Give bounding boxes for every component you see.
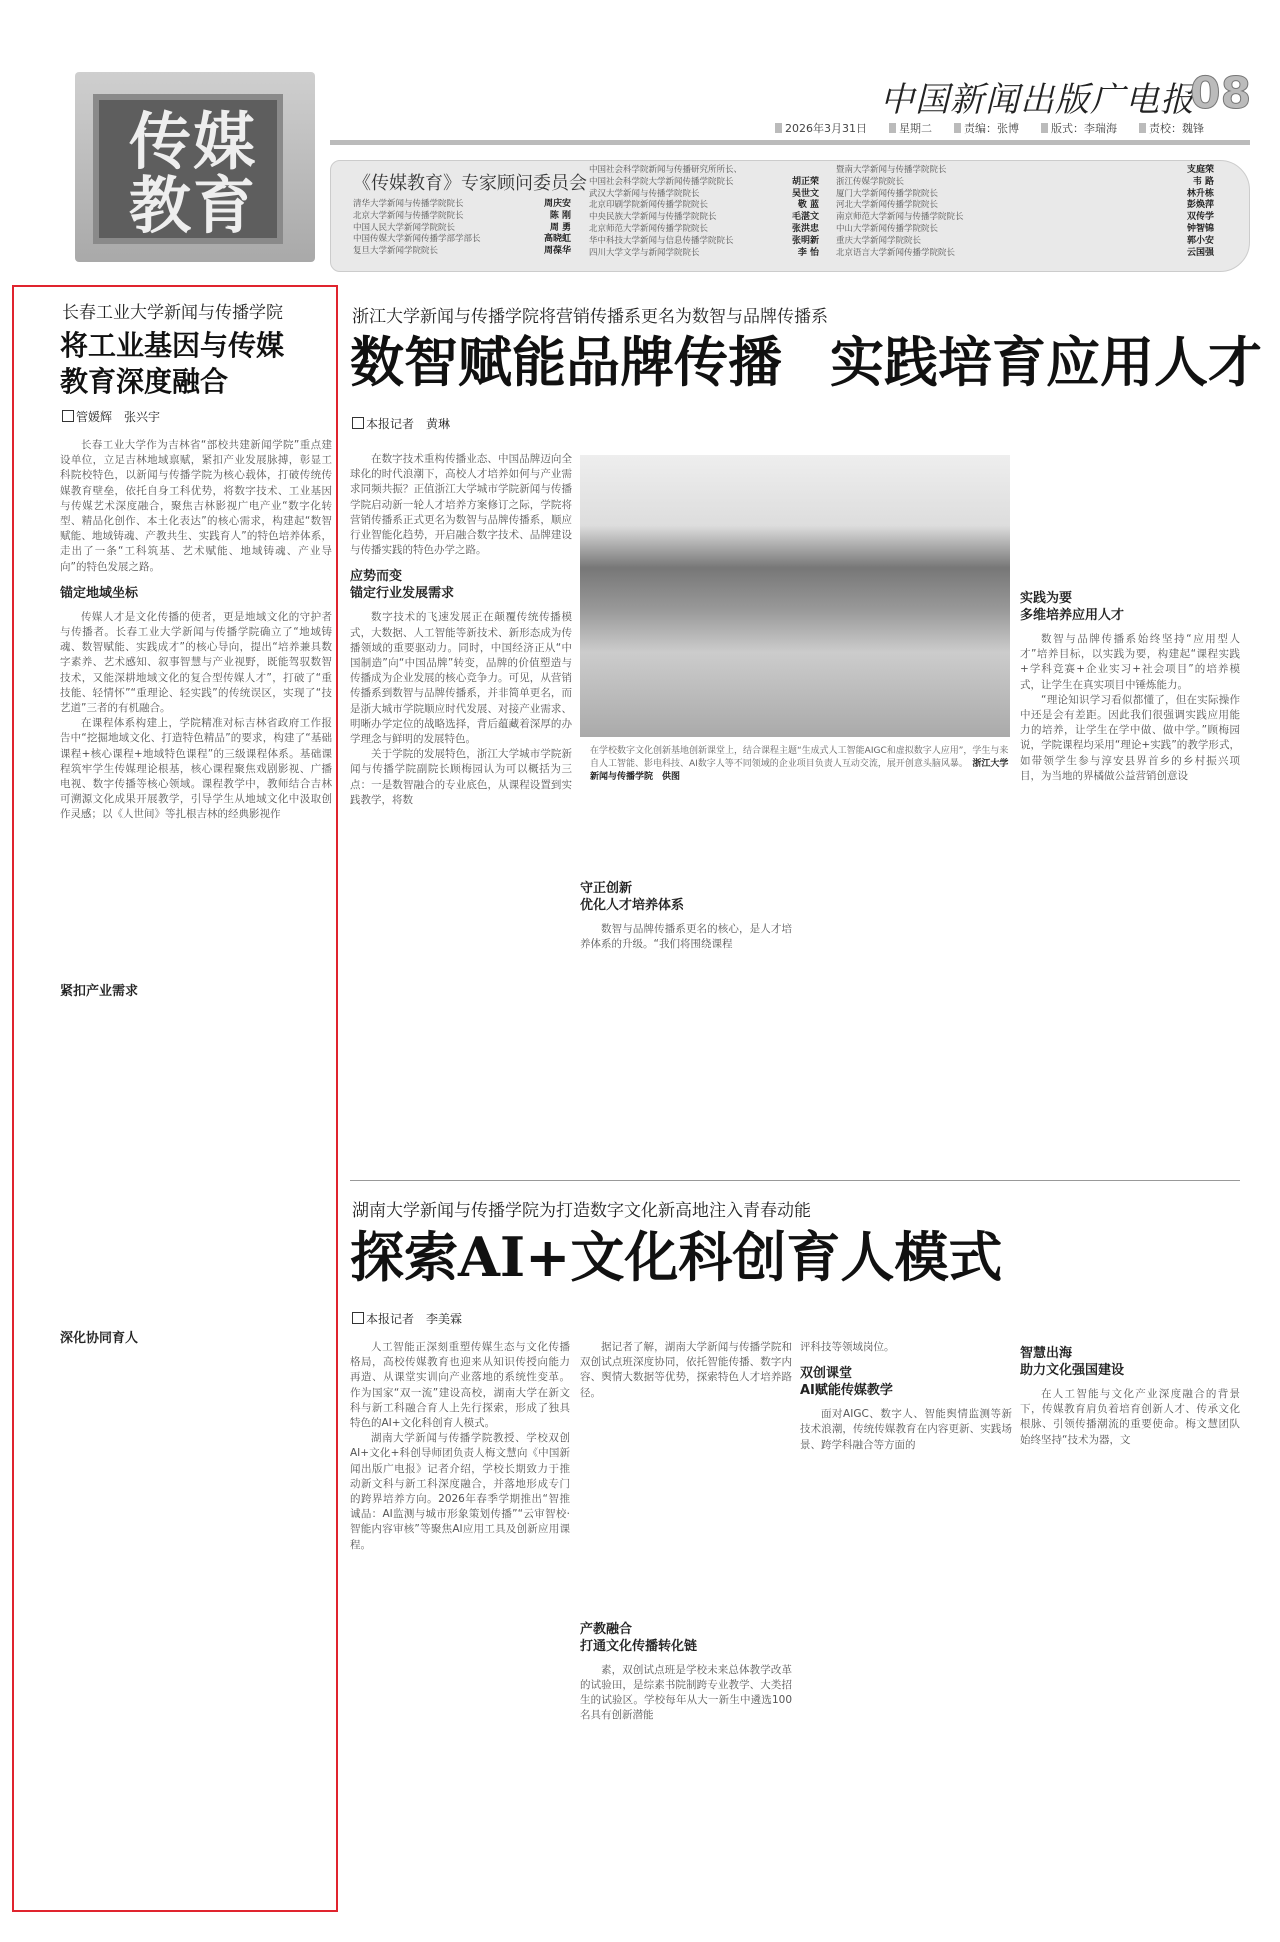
- issue-meta: [775, 120, 1204, 136]
- classroom-photo: [580, 455, 1010, 737]
- member-title: 华中科技大学新闻与信息传播学院院长: [589, 235, 734, 246]
- committee-member: [589, 224, 819, 236]
- member-name: 敬 蓝: [797, 200, 819, 211]
- member-title: 北京语言大学新闻传播学院院长: [836, 247, 956, 258]
- article-divider: [350, 1180, 1240, 1181]
- section-heading: 双创课堂: [800, 1366, 853, 1382]
- member-name: 张明新: [791, 235, 819, 246]
- photo-credit: 浙江大学新闻与传播学院 供图: [590, 759, 1009, 782]
- paragraph: 人工智能正深刻重塑传媒生态与文化传播格局，高校传媒教育也迎来从知识传授向能力再造、从课堂实训向产业落地的系统性变革。作为国家“双一流”建设高校，湖南大学在新文科与新工科融合育人上先行探索，形成了独具特色的AI+文化科创育人模式。: [350, 1341, 570, 1430]
- left-article-body: [60, 438, 332, 1898]
- layout-editor: 版式：李瑞海: [1041, 120, 1117, 136]
- member-name: 胡正荣: [791, 176, 819, 187]
- committee-title: 《传媒教育》专家顾问委员会: [353, 173, 587, 194]
- committee-member: [353, 246, 571, 258]
- paragraph: 长春工业大学作为吉林省“部校共建新闻学院”重点建设单位，立足吉林地域禀赋，紧扣产业发展脉搏，彰显工科院校特色，以新闻与传播学院为核心载体，打破传统传媒教育壁垒，依托自身工科优势，将数字技术、工业基因与传媒艺术深度融合，聚焦吉林影视广电产业“数字化转型、精品化创作、本土化表达”的核心需求，构建起“数智赋能、地域铸魂、产教共生、实践育人”的特色培养体系，走出了一条“工科筑基、艺术赋能、地域铸魂、产业导向”的特色发展之路。: [60, 439, 332, 573]
- issue-weekday: 星期二: [889, 120, 932, 136]
- left-article-byline: 管媛辉 张兴宇: [62, 408, 160, 425]
- committee-member: [589, 248, 819, 260]
- paragraph: 关于学院的发展特色，浙江大学城市学院新闻与传播学院副院长顾梅园认为可以概括为三点：一是数智融合的专业底色，从课程设置到实践教学，将数: [350, 748, 572, 806]
- member-name: 李 怡: [797, 247, 819, 258]
- member-name: 陈 刚: [549, 210, 571, 221]
- member-title: 厦门大学新闻传播学院院长: [836, 188, 939, 199]
- bottom-article-headline: 探索AI+文化科创育人模式: [350, 1225, 1003, 1289]
- committee-member: [836, 177, 1214, 189]
- committee-member: [589, 177, 819, 189]
- member-title: 中央民族大学新闻与传播学院院长: [589, 212, 717, 223]
- section-heading: 实践为要: [1020, 591, 1073, 606]
- section-heading: 紧扣产业需求: [60, 983, 139, 999]
- bottom-article-col-3: [800, 1340, 1012, 1900]
- member-title: 南京师范大学新闻与传播学院院长: [836, 212, 964, 223]
- committee-member: [836, 212, 1214, 224]
- member-title: 北京师范大学新闻传播学院院长: [589, 223, 709, 234]
- member-name: 钟智锦: [1186, 223, 1214, 234]
- top-article-col-1: [350, 452, 572, 1162]
- committee-member: [353, 234, 571, 246]
- member-title: 清华大学新闻与传播学院院长: [353, 199, 464, 209]
- paragraph: “理论知识学习看似都懂了，但在实际操作中还是会有差距。因此我们很强调实践应用能力的培养，让学生在学中做、做中学。”顾梅园说，学院课程均采用“理论+实践”的教学形式，如带领学生参与淳安县界首乡的乡村振兴项目，为当地的界橘做公益营销创意设: [1020, 693, 1240, 782]
- section-heading: 多维培养应用人才: [1020, 608, 1125, 623]
- section-heading: 深化协同育人: [60, 1330, 139, 1346]
- expert-committee-box: [330, 160, 1250, 272]
- header-divider: [330, 140, 1250, 145]
- member-title: 中国传媒大学新闻传播学部学部长: [353, 234, 481, 245]
- member-name: 毛湛文: [791, 212, 819, 223]
- section-heading: 守正创新: [580, 881, 633, 896]
- member-title: 中国社会科学院大学新闻传播学院院长: [589, 176, 734, 187]
- headline-part: 实践培育应用人才: [830, 330, 1262, 394]
- section-heading: 锚定地域坐标: [60, 585, 139, 601]
- section-heading: 锚定行业发展需求: [350, 586, 455, 602]
- member-title: 河北大学新闻传播学院院长: [836, 200, 939, 211]
- bottom-article-byline: 本报记者 李美霖: [352, 1310, 462, 1327]
- member-name: 彭焕萍: [1186, 200, 1214, 211]
- member-name: 林升栋: [1186, 188, 1214, 199]
- member-title: 中国人民大学新闻学院院长: [353, 222, 456, 233]
- left-article-headline: 将工业基因与传媒教育深度融合: [60, 329, 285, 398]
- committee-member: [589, 212, 819, 224]
- paragraph: 数智与品牌传播系始终坚持“应用型人才”培养目标，以实践为要，构建起“课程实践+学科竞赛+企业实习+社会项目”的培养模式，让学生在真实项目中锤炼能力。: [1020, 633, 1240, 691]
- photo-caption: [590, 745, 1010, 784]
- paragraph: 在课程体系构建上，学院精准对标吉林省政府工作报告中“挖掘地域文化、打造特色精品”的要求，构建了“基础课程+核心课程+地域特色课程”的三级课程体系。基础课程筑牢学生传媒理论根基，核心课程聚焦戏剧影视、广播电视、数字传播等核心领域。课程教学中，教师结合吉林可溯源文化成果开展教学，引导学生从地域文化中汲取创作灵感；以《人世间》等扎根吉林的经典影视作: [60, 717, 332, 821]
- section-masthead: [75, 72, 315, 262]
- member-title: 武汉大学新闻与传播学院院长: [589, 188, 700, 199]
- member-title: 北京印刷学院新闻传播学院院长: [589, 200, 709, 211]
- member-name: 高晓虹: [543, 234, 571, 245]
- section-heading: 产教融合: [580, 1621, 633, 1637]
- section-heading: 智慧出海: [1020, 1346, 1073, 1361]
- member-title: 中国社会科学院新闻与传播研究所所长、: [589, 165, 743, 175]
- editor: 责编：张博: [954, 120, 1019, 136]
- paragraph: 湖南大学新闻与传播学院教授、学校双创AI+文化+科创导师团负责人梅文慧向《中国新闻出版广电报》记者介绍，学校长期致力于推动新文科与新工科深度融合，并落地形成专门的跨界培养方向。2026年春季学期推出“智推诚品：AI监测与城市形象策划传播”“云审智校·智能内容审核”等聚焦AI应用工具及创新应用课程。: [350, 1432, 570, 1551]
- section-heading: 打通文化传播转化链: [580, 1638, 698, 1654]
- committee-member: [836, 200, 1214, 212]
- paragraph: 传媒人才是文化传播的使者，更是地域文化的守护者与传播者。长春工业大学新闻与传播学院确立了“地域铸魂、数智赋能、实践成才”的核心导向，提出“培养兼具数字素养、艺术感知、叙事智慧与产业视野，既能驾驭数智技术，又能深耕地域文化的复合型传媒人才”，打破了“重技能、轻情怀”“重理论、轻实践”的传统误区，实现了“技艺道”三者的有机融合。: [60, 610, 332, 715]
- member-name: 支庭荣: [1186, 165, 1214, 175]
- page-number: 08: [1190, 68, 1252, 119]
- member-name: 郭小安: [1186, 235, 1214, 246]
- member-title: 四川大学文学与新闻学院院长: [589, 247, 700, 258]
- committee-member: [836, 236, 1214, 248]
- member-name: 韦 路: [1192, 176, 1214, 187]
- paragraph: 评科技等领域岗位。: [800, 1341, 895, 1353]
- member-title: 浙江传媒学院院长: [836, 176, 905, 187]
- section-title: 传媒教育: [129, 105, 258, 242]
- headline-part: 数智赋能品牌传播: [350, 330, 782, 394]
- member-title: 复旦大学新闻学院院长: [353, 246, 439, 257]
- paragraph: 面对AIGC、数字人、智能舆情监测等新技术浪潮，传统传媒教育在内容更新、实践场景、跨学科融合等方面的: [800, 1408, 1012, 1451]
- committee-member: [836, 224, 1214, 236]
- member-name: 周庆安: [543, 199, 571, 209]
- member-name: 云国强: [1186, 247, 1214, 258]
- committee-member: [836, 165, 1214, 177]
- left-article-subtitle: 长春工业大学新闻与传播学院: [62, 303, 283, 323]
- issue-date: 2026年3月31日: [775, 120, 867, 136]
- committee-member: [589, 189, 819, 201]
- bottom-article-col-1: [350, 1340, 570, 1900]
- committee-member: [589, 200, 819, 212]
- newspaper-name-logo: 中国新闻出版广电报: [880, 80, 1195, 120]
- committee-list-1: [353, 199, 571, 258]
- paragraph: 数智与品牌传播系更名的核心，是人才培养体系的升级。“我们将围绕课程: [580, 923, 792, 951]
- member-title: 北京大学新闻与传播学院院长: [353, 210, 464, 221]
- section-heading: 优化人才培养体系: [580, 898, 685, 913]
- section-heading: 助力文化强国建设: [1020, 1363, 1125, 1378]
- member-name: 周葆华: [543, 246, 571, 257]
- paragraph: 素，双创试点班是学校未来总体教学改革的试验田，是综素书院制跨专业教学、大类招生的试验区。学校每年从大一新生中遴选100名具有创新潜能: [580, 1663, 792, 1722]
- paragraph: 据记者了解，湖南大学新闻与传播学院和双创试点班深度协同，依托智能传播、数字内容、舆情大数据等优势，探索特色人才培养路径。: [580, 1341, 792, 1399]
- committee-member: [589, 236, 819, 248]
- member-name: 双传学: [1186, 212, 1214, 223]
- committee-member: [353, 223, 571, 235]
- bottom-article-col-2: [580, 1340, 792, 1900]
- paragraph: 数字技术的飞速发展正在颠覆传统传播模式，大数据、人工智能等新技术、新形态成为传播领域的重要驱动力。同时，中国经济正从“中国制造”向“中国品牌”转变，品牌的价值塑造与传播成为企业发展的核心竞争力。可见，从营销传播系到数智与品牌传播系，并非简单更名，而是浙大城市学院顺应时代发展、对接产业需求、明晰办学定位的战略选择，背后蕴藏着深厚的办学理念与鲜明的发展特色。: [350, 611, 572, 746]
- caption-text: 在学校数字文化创新基地创新课堂上，结合课程主题“生成式人工智能AIGC和虚拟数字人应用”，学生与来自人工智能、影电科技、AI数字人等不同领域的企业项目负责人互动交流，展开创意头脑风暴。: [590, 746, 1009, 769]
- chalkboard-logo: [93, 94, 283, 244]
- committee-list-2: [589, 165, 819, 259]
- member-name: 张洪忠: [791, 223, 819, 234]
- committee-list-3: [836, 165, 1214, 259]
- top-article-byline: 本报记者 黄琳: [352, 415, 450, 432]
- paragraph: 在数字技术重构传播业态、中国品牌迈向全球化的时代浪潮下，高校人才培养如何与产业需求同频共振？正值浙江大学城市学院新闻与传播学院启动新一轮人才培养方案修订之际，学院将营销传播系正式更名为数智与品牌传播系，顺应行业智能化趋势，开启融合数字技术、品牌建设与传播实践的特色办学之路。: [350, 453, 572, 557]
- committee-member: [589, 165, 819, 177]
- committee-member: [353, 211, 571, 223]
- member-title: 暨南大学新闻与传播学院院长: [836, 165, 947, 175]
- committee-member: [353, 199, 571, 211]
- member-title: 重庆大学新闻学院院长: [836, 235, 922, 246]
- member-name: 吴世文: [791, 188, 819, 199]
- bottom-article-col-4: [1020, 1335, 1240, 1900]
- top-article-col-4: [1020, 580, 1240, 1160]
- paragraph: 在人工智能与文化产业深度融合的背景下，传媒教育肩负着培育创新人才、传承文化根脉、引领传播潮流的重要使命。梅文慧团队始终坚持“技术为器，文: [1020, 1388, 1240, 1446]
- section-heading: AI赋能传媒教学: [800, 1383, 893, 1399]
- top-article-col-2: [580, 870, 792, 1160]
- top-article-subtitle: 浙江大学新闻与传播学院将营销传播系更名为数智与品牌传播系: [352, 307, 828, 327]
- bottom-article-subtitle: 湖南大学新闻与传播学院为打造数字文化新高地注入青春动能: [352, 1201, 811, 1221]
- member-name: 周 勇: [549, 222, 571, 233]
- member-title: 中山大学新闻传播学院院长: [836, 223, 939, 234]
- committee-member: [836, 189, 1214, 201]
- section-heading: 应势而变: [350, 569, 403, 585]
- top-article-headline: [350, 330, 1262, 394]
- committee-member: [836, 248, 1214, 260]
- proofreader: 责校：魏锋: [1139, 120, 1204, 136]
